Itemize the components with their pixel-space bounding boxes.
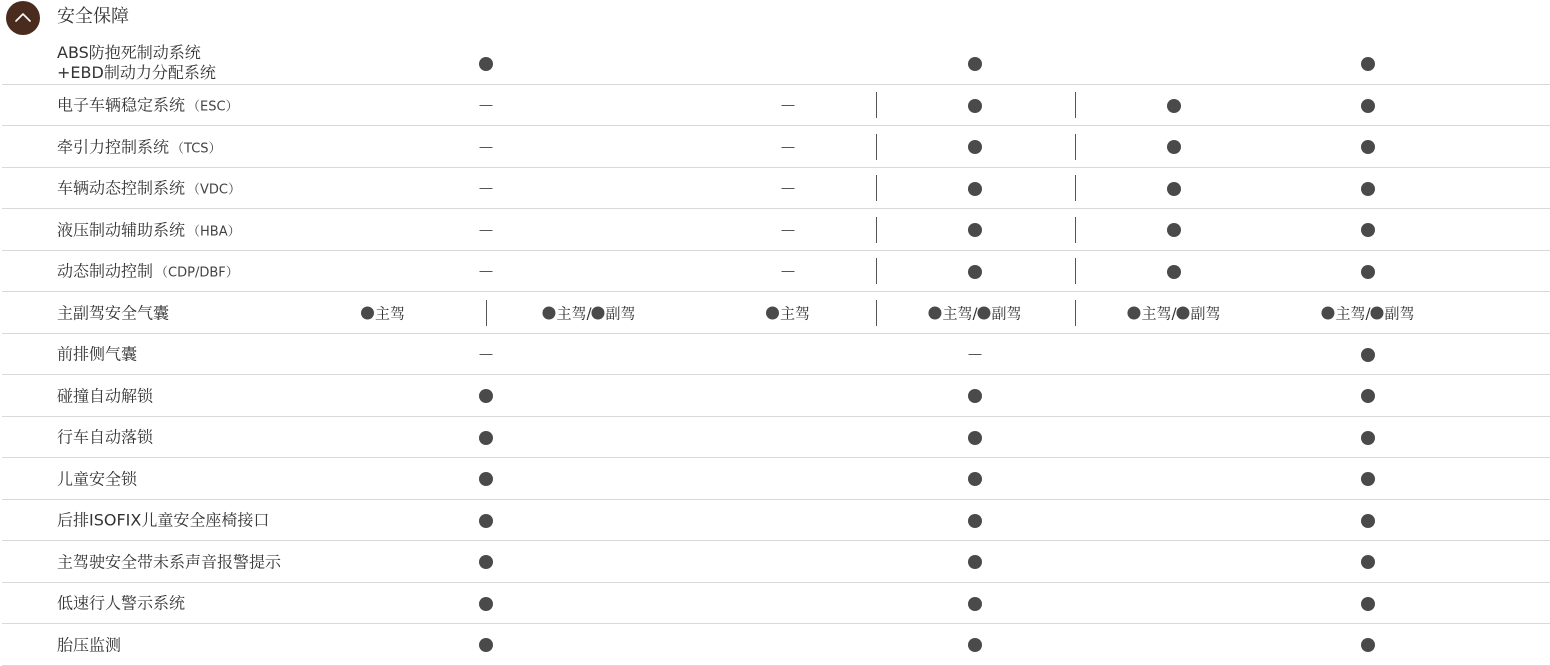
filled-circle-icon bbox=[361, 306, 374, 319]
filled-circle-icon bbox=[1361, 140, 1375, 154]
row-label-text: 牵引力控制系统 bbox=[57, 136, 170, 156]
filled-circle-icon bbox=[968, 555, 982, 569]
standard-dot-icon bbox=[968, 262, 982, 280]
standard-dot-icon bbox=[1361, 179, 1375, 197]
standard-dot-icon bbox=[1361, 553, 1375, 571]
column-divider bbox=[1075, 134, 1076, 160]
row-label-line: +EBD制动力分配系统 bbox=[57, 63, 216, 82]
table-row bbox=[2, 168, 1550, 209]
separator-slash: / bbox=[972, 304, 978, 322]
dash-icon bbox=[969, 354, 982, 355]
filled-circle-icon bbox=[1167, 140, 1181, 154]
airbag-value bbox=[542, 302, 635, 323]
row-label bbox=[57, 424, 153, 447]
row-label-text: 后排ISOFIX儿童安全座椅接口 bbox=[57, 510, 270, 530]
filled-circle-icon bbox=[479, 597, 493, 611]
dash-icon bbox=[782, 271, 795, 272]
filled-circle-icon bbox=[1361, 472, 1375, 486]
not-available-dash-icon bbox=[480, 96, 493, 114]
filled-circle-icon bbox=[968, 389, 982, 403]
standard-dot-icon bbox=[968, 553, 982, 571]
row-label-line: ABS防抱死制动系统 bbox=[57, 43, 201, 62]
separator-slash: / bbox=[1171, 304, 1177, 322]
filled-circle-icon bbox=[1361, 99, 1375, 113]
column-divider bbox=[1075, 217, 1076, 243]
row-label-abbr: （ESC） bbox=[187, 99, 239, 115]
filled-circle-icon bbox=[968, 638, 982, 652]
row-label bbox=[57, 43, 216, 83]
airbag-position-text: 副驾 bbox=[1190, 304, 1221, 322]
column-divider bbox=[1075, 175, 1076, 201]
row-label-text: 碰撞自动解锁 bbox=[57, 385, 154, 405]
airbag-position-text: 副驾 bbox=[991, 304, 1022, 322]
standard-dot-icon bbox=[1361, 470, 1375, 488]
filled-circle-icon bbox=[1361, 389, 1375, 403]
row-label bbox=[57, 383, 153, 406]
not-available-dash-icon bbox=[782, 138, 795, 156]
airbag-position-text: 主驾 bbox=[1335, 304, 1366, 322]
row-label bbox=[57, 341, 137, 364]
standard-dot-icon bbox=[968, 594, 982, 612]
standard-dot-icon bbox=[479, 594, 493, 612]
filled-circle-icon bbox=[1361, 223, 1375, 237]
row-label bbox=[57, 175, 241, 198]
row-label-text: 低速行人警示系统 bbox=[57, 593, 186, 613]
standard-dot-icon bbox=[968, 96, 982, 114]
dash-icon bbox=[480, 147, 493, 148]
standard-dot-icon bbox=[479, 553, 493, 571]
standard-dot-icon bbox=[479, 511, 493, 529]
airbag-value bbox=[361, 302, 405, 323]
dash-icon bbox=[782, 105, 795, 106]
table-row bbox=[2, 541, 1550, 583]
section-title: 安全保障 bbox=[57, 6, 129, 27]
filled-circle-icon bbox=[1361, 638, 1375, 652]
filled-circle-icon bbox=[928, 306, 941, 319]
row-label-text: 动态制动控制 bbox=[57, 261, 154, 281]
filled-circle-icon bbox=[968, 140, 982, 154]
row-label bbox=[57, 92, 239, 115]
standard-dot-icon bbox=[1167, 96, 1181, 114]
dash-icon bbox=[782, 230, 795, 231]
filled-circle-icon bbox=[479, 638, 493, 652]
airbag-position-text: 主驾 bbox=[374, 304, 406, 322]
standard-dot-icon bbox=[479, 387, 493, 405]
standard-dot-icon bbox=[968, 470, 982, 488]
filled-circle-icon bbox=[766, 306, 779, 319]
row-label bbox=[57, 507, 269, 530]
airbag-position-text: 副驾 bbox=[605, 304, 636, 322]
filled-circle-icon bbox=[1371, 306, 1384, 319]
column-divider bbox=[876, 175, 877, 201]
row-label bbox=[57, 632, 121, 655]
standard-dot-icon bbox=[968, 55, 982, 73]
filled-circle-icon bbox=[479, 431, 493, 445]
standard-dot-icon bbox=[1361, 96, 1375, 114]
row-label bbox=[57, 217, 241, 240]
table-row bbox=[2, 624, 1550, 666]
filled-circle-icon bbox=[1361, 597, 1375, 611]
standard-dot-icon bbox=[1167, 221, 1181, 239]
filled-circle-icon bbox=[1361, 182, 1375, 196]
table-row bbox=[2, 417, 1550, 458]
table-row bbox=[2, 43, 1550, 85]
column-divider bbox=[876, 258, 877, 284]
column-divider bbox=[876, 300, 877, 326]
airbag-position-text: 主驾 bbox=[556, 304, 587, 322]
filled-circle-icon bbox=[968, 431, 982, 445]
dash-icon bbox=[480, 230, 493, 231]
table-row bbox=[2, 500, 1550, 541]
airbag-position-text: 主驾 bbox=[779, 304, 811, 322]
not-available-dash-icon bbox=[480, 179, 493, 197]
filled-circle-icon bbox=[1167, 223, 1181, 237]
filled-circle-icon bbox=[968, 223, 982, 237]
not-available-dash-icon bbox=[782, 179, 795, 197]
standard-dot-icon bbox=[1361, 262, 1375, 280]
column-divider bbox=[1075, 92, 1076, 118]
column-divider bbox=[486, 300, 487, 326]
row-label-text: 行车自动落锁 bbox=[57, 427, 154, 447]
row-label-text: 电子车辆稳定系统 bbox=[57, 95, 186, 115]
standard-dot-icon bbox=[968, 636, 982, 654]
row-label-abbr: （CDP/DBF） bbox=[155, 265, 239, 281]
standard-dot-icon bbox=[1361, 428, 1375, 446]
row-label-text: 儿童安全锁 bbox=[57, 468, 138, 488]
row-label-text: 液压制动辅助系统 bbox=[57, 219, 186, 239]
airbag-position-text: 副驾 bbox=[1384, 304, 1415, 322]
not-available-dash-icon bbox=[969, 345, 982, 363]
table-row bbox=[2, 334, 1550, 375]
row-label bbox=[57, 258, 239, 281]
row-label-text: 车辆动态控制系统 bbox=[57, 178, 186, 198]
not-available-dash-icon bbox=[480, 138, 493, 156]
airbag-value bbox=[1321, 302, 1414, 323]
standard-dot-icon bbox=[1361, 55, 1375, 73]
filled-circle-icon bbox=[1361, 265, 1375, 279]
standard-dot-icon bbox=[1361, 345, 1375, 363]
standard-dot-icon bbox=[968, 221, 982, 239]
table-row bbox=[2, 292, 1550, 334]
column-divider bbox=[1075, 258, 1076, 284]
airbag-position-text: 主驾 bbox=[942, 304, 973, 322]
standard-dot-icon bbox=[968, 428, 982, 446]
dash-icon bbox=[782, 188, 795, 189]
standard-dot-icon bbox=[968, 179, 982, 197]
filled-circle-icon bbox=[968, 472, 982, 486]
filled-circle-icon bbox=[479, 389, 493, 403]
airbag-value bbox=[766, 302, 810, 323]
standard-dot-icon bbox=[479, 55, 493, 73]
row-label-text: 主驾驶安全带未系声音报警提示 bbox=[57, 551, 282, 571]
standard-dot-icon bbox=[1361, 387, 1375, 405]
standard-dot-icon bbox=[1361, 138, 1375, 156]
filled-circle-icon bbox=[1361, 514, 1375, 528]
standard-dot-icon bbox=[968, 138, 982, 156]
column-divider bbox=[876, 134, 877, 160]
filled-circle-icon bbox=[1167, 182, 1181, 196]
filled-circle-icon bbox=[1361, 555, 1375, 569]
airbag-value bbox=[1127, 302, 1220, 323]
row-label bbox=[57, 134, 222, 157]
filled-circle-icon bbox=[968, 99, 982, 113]
filled-circle-icon bbox=[479, 514, 493, 528]
filled-circle-icon bbox=[968, 57, 982, 71]
row-label-text: 胎压监测 bbox=[57, 634, 122, 654]
filled-circle-icon bbox=[1361, 57, 1375, 71]
dash-icon bbox=[480, 188, 493, 189]
filled-circle-icon bbox=[968, 597, 982, 611]
airbag-position-text: 主驾 bbox=[1141, 304, 1172, 322]
row-label bbox=[57, 549, 281, 572]
table-row bbox=[2, 209, 1550, 251]
not-available-dash-icon bbox=[782, 262, 795, 280]
filled-circle-icon bbox=[479, 555, 493, 569]
not-available-dash-icon bbox=[480, 345, 493, 363]
standard-dot-icon bbox=[968, 511, 982, 529]
column-divider bbox=[876, 92, 877, 118]
filled-circle-icon bbox=[1127, 306, 1140, 319]
dash-icon bbox=[782, 147, 795, 148]
table-row bbox=[2, 251, 1550, 292]
row-label-abbr: （HBA） bbox=[187, 223, 241, 239]
table-row bbox=[2, 126, 1550, 168]
table-row bbox=[2, 375, 1550, 417]
not-available-dash-icon bbox=[480, 262, 493, 280]
filled-circle-icon bbox=[479, 472, 493, 486]
not-available-dash-icon bbox=[782, 96, 795, 114]
dash-icon bbox=[480, 105, 493, 106]
standard-dot-icon bbox=[1167, 179, 1181, 197]
filled-circle-icon bbox=[968, 265, 982, 279]
row-label bbox=[57, 300, 169, 323]
standard-dot-icon bbox=[1167, 262, 1181, 280]
filled-circle-icon bbox=[1167, 265, 1181, 279]
table-row bbox=[2, 85, 1550, 126]
standard-dot-icon bbox=[479, 470, 493, 488]
filled-circle-icon bbox=[968, 182, 982, 196]
separator-slash: / bbox=[586, 304, 592, 322]
not-available-dash-icon bbox=[480, 221, 493, 239]
standard-dot-icon bbox=[479, 636, 493, 654]
separator-slash: / bbox=[1365, 304, 1371, 322]
column-divider bbox=[876, 217, 877, 243]
standard-dot-icon bbox=[968, 387, 982, 405]
filled-circle-icon bbox=[968, 514, 982, 528]
row-label bbox=[57, 590, 185, 613]
standard-dot-icon bbox=[479, 428, 493, 446]
row-label-abbr: （VDC） bbox=[187, 182, 241, 198]
table-row bbox=[2, 458, 1550, 500]
row-label-text: 前排侧气囊 bbox=[57, 344, 138, 364]
dash-icon bbox=[480, 354, 493, 355]
row-label bbox=[57, 466, 137, 489]
standard-dot-icon bbox=[1361, 636, 1375, 654]
standard-dot-icon bbox=[1167, 138, 1181, 156]
row-label-text: 主副驾安全气囊 bbox=[57, 302, 170, 322]
filled-circle-icon bbox=[978, 306, 991, 319]
row-label-abbr: （TCS） bbox=[171, 140, 222, 156]
filled-circle-icon bbox=[1361, 431, 1375, 445]
filled-circle-icon bbox=[1361, 348, 1375, 362]
filled-circle-icon bbox=[1167, 99, 1181, 113]
dash-icon bbox=[480, 271, 493, 272]
not-available-dash-icon bbox=[782, 221, 795, 239]
standard-dot-icon bbox=[1361, 511, 1375, 529]
filled-circle-icon bbox=[1321, 306, 1334, 319]
filled-circle-icon bbox=[1177, 306, 1190, 319]
filled-circle-icon bbox=[592, 306, 605, 319]
airbag-value bbox=[928, 302, 1021, 323]
table-row bbox=[2, 583, 1550, 624]
column-divider bbox=[1075, 300, 1076, 326]
standard-dot-icon bbox=[1361, 221, 1375, 239]
filled-circle-icon bbox=[542, 306, 555, 319]
filled-circle-icon bbox=[479, 57, 493, 71]
standard-dot-icon bbox=[1361, 594, 1375, 612]
